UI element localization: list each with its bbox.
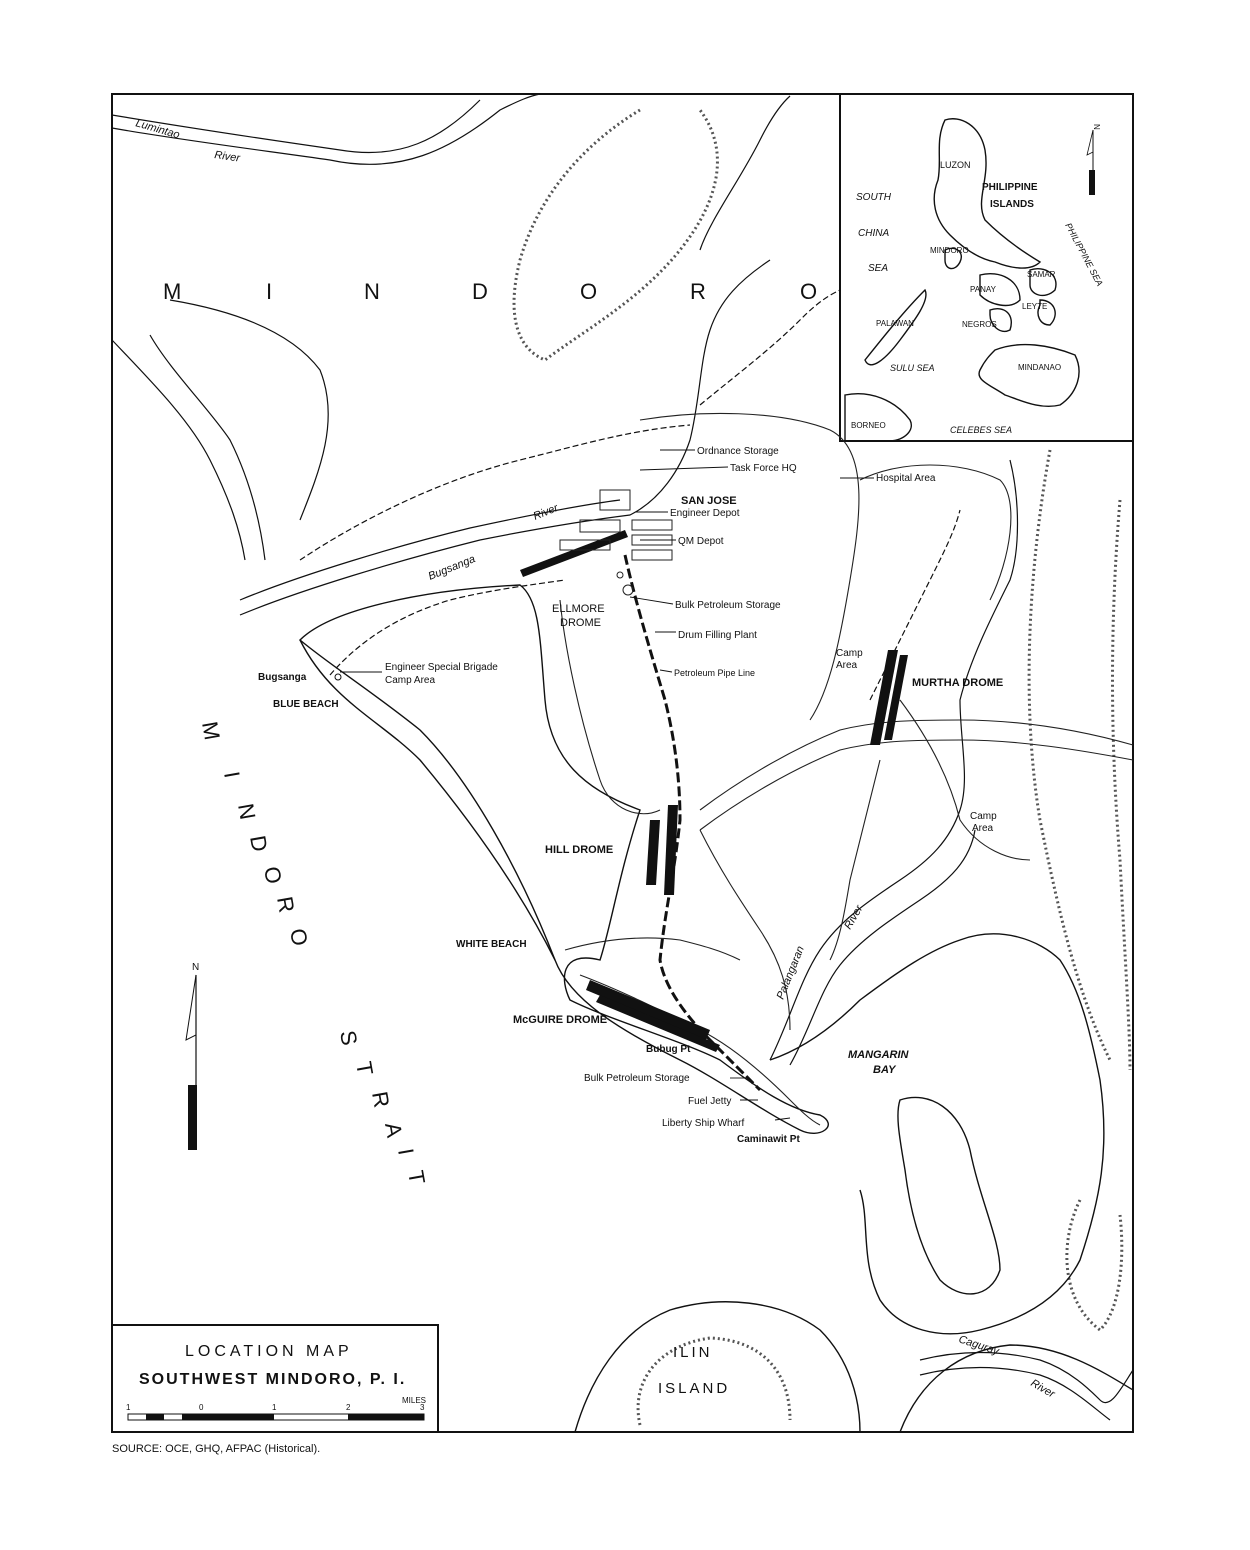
caminawit-pt-label: Caminawit Pt — [737, 1134, 800, 1145]
bulk-petroleum-label: Bulk Petroleum Storage — [675, 600, 781, 611]
bugsanga-river — [240, 260, 770, 615]
palangaran-river-2 — [790, 830, 975, 1065]
svg-text:T: T — [351, 1059, 379, 1080]
strait-label — [335, 1029, 430, 1189]
hospital-area-label: Hospital Area — [876, 473, 936, 484]
bugsanga-river-label: Bugsanga — [426, 553, 478, 583]
svg-text:O: O — [580, 279, 600, 304]
coastline-bay-island — [898, 1097, 1000, 1293]
ellmore-label-1: ELLMORE — [552, 603, 605, 615]
svg-text:PALAWAN: PALAWAN — [876, 319, 914, 328]
svg-text:N: N — [1092, 124, 1101, 130]
svg-text:M: M — [163, 279, 184, 304]
inset-map — [845, 119, 1105, 441]
road-east-link — [700, 830, 790, 1030]
camp-area-a-label-1: Camp — [836, 648, 863, 659]
bugsanga-river-label-2: River — [531, 502, 560, 523]
road-hill-east-2 — [700, 740, 1133, 830]
white-beach-label: WHITE BEACH — [456, 939, 527, 950]
svg-text:T: T — [403, 1168, 431, 1189]
svg-text:N: N — [233, 801, 261, 824]
svg-text:M: M — [197, 719, 226, 744]
lumintao-label-2: River — [213, 149, 241, 165]
palangaran-label: Palangaran — [774, 944, 807, 1002]
svg-text:CELEBES SEA: CELEBES SEA — [950, 425, 1013, 435]
svg-text:A: A — [380, 1120, 408, 1142]
svg-text:PANAY: PANAY — [970, 285, 996, 294]
ellmore-runway — [520, 530, 628, 577]
svg-text:N: N — [364, 279, 382, 304]
palangaran-river — [770, 460, 1018, 1060]
svg-text:SULU SEA: SULU SEA — [890, 363, 935, 373]
svg-text:ISLANDS: ISLANDS — [990, 199, 1034, 210]
ilin-label-2: ISLAND — [658, 1380, 731, 1397]
caguray-label-2: River — [1028, 1377, 1057, 1401]
coastline-west — [300, 640, 555, 960]
hill-east — [1029, 450, 1110, 1060]
esb-label-1: Engineer Special Brigade — [385, 662, 498, 673]
svg-text:3: 3 — [420, 1403, 425, 1412]
pipe-line-label: Petroleum Pipe Line — [674, 668, 756, 678]
svg-text:NEGROS: NEGROS — [962, 320, 997, 329]
bugsanga-marker — [335, 674, 341, 680]
west-river-2 — [150, 335, 265, 560]
svg-text:O: O — [285, 926, 314, 950]
caguray-river — [920, 1353, 1133, 1403]
san-jose-grid — [560, 490, 672, 595]
svg-text:O: O — [259, 864, 288, 888]
svg-text:LEYTE: LEYTE — [1022, 302, 1048, 311]
ilin-label-1: ILIN — [673, 1344, 713, 1361]
svg-text:BORNEO: BORNEO — [851, 421, 886, 430]
hill-runway — [646, 805, 678, 895]
road-murtha-south — [830, 760, 880, 960]
esb-label-2: Camp Area — [385, 675, 436, 686]
svg-text:I: I — [219, 769, 246, 782]
bugsanga-town-label: Bugsanga — [258, 672, 307, 683]
svg-text:PHILIPPINE: PHILIPPINE — [982, 182, 1038, 193]
camp-area-a-label-2: Area — [836, 660, 858, 671]
svg-text:R: R — [690, 279, 708, 304]
mcguire-drome-label: McGUIRE DROME — [513, 1014, 608, 1026]
mangarin-label-1: MANGARIN — [848, 1049, 909, 1061]
drum-filling-label: Drum Filling Plant — [678, 630, 757, 641]
hill-southeast — [1067, 1200, 1122, 1330]
mindoro-land-label — [163, 279, 819, 304]
svg-text:2: 2 — [346, 1403, 351, 1412]
svg-text:MINDANAO: MINDANAO — [1018, 363, 1062, 372]
bubug-pt-label: Bubug Pt — [646, 1044, 691, 1055]
hill-drome-label: HILL DROME — [545, 844, 614, 856]
ellmore-label-2: DROME — [560, 617, 601, 629]
north-arrow — [186, 962, 199, 1150]
title-box — [112, 1325, 438, 1432]
hill-north — [514, 110, 717, 360]
mangarin-label-2: BAY — [873, 1064, 896, 1076]
hill-east-outer — [1113, 500, 1131, 1070]
svg-text:1: 1 — [126, 1403, 131, 1412]
svg-text:O: O — [800, 279, 820, 304]
svg-text:MINDORO: MINDORO — [930, 246, 969, 255]
svg-text:SEA: SEA — [868, 263, 889, 274]
ordnance-storage-label: Ordnance Storage — [697, 446, 779, 457]
coastline-southeast — [900, 1345, 1133, 1432]
svg-text:CHINA: CHINA — [858, 228, 890, 239]
coastline-ilin — [575, 1302, 860, 1432]
svg-text:MILES: MILES — [402, 1396, 427, 1405]
svg-text:D: D — [472, 279, 490, 304]
mindoro-strait-label — [197, 720, 313, 950]
svg-text:PHILIPPINE SEA: PHILIPPINE SEA — [1063, 221, 1105, 288]
road-hill-east — [700, 720, 1133, 810]
inset-mindanao — [979, 345, 1079, 407]
engineer-depot-label: Engineer Depot — [670, 508, 740, 519]
inset-borneo — [845, 394, 911, 441]
qm-depot-label: QM Depot — [678, 536, 724, 547]
san-jose-label: SAN JOSE — [681, 495, 737, 507]
murtha-drome-label: MURTHA DROME — [912, 677, 1004, 689]
railway-west — [330, 580, 565, 675]
coastline-mangarin — [770, 934, 1104, 1334]
palangaran-label-2: River — [842, 903, 866, 932]
caguray-river-2 — [920, 1368, 1110, 1421]
svg-text:N: N — [192, 962, 200, 973]
road-white-beach — [565, 938, 740, 960]
task-force-hq-label: Task Force HQ — [730, 463, 797, 474]
lumintao-label: Lumintao — [134, 117, 181, 142]
road-hospital — [860, 465, 1011, 600]
west-river — [112, 340, 245, 560]
bulk-petroleum-2-label: Bulk Petroleum Storage — [584, 1073, 690, 1084]
svg-text:1: 1 — [272, 1403, 277, 1412]
svg-text:S: S — [335, 1028, 363, 1050]
liberty-wharf-label: Liberty Ship Wharf — [662, 1118, 745, 1129]
svg-text:D: D — [245, 833, 273, 856]
map-title-line2: SOUTHWEST MINDORO, P. I. — [139, 1371, 407, 1388]
blue-beach-label: BLUE BEACH — [273, 699, 339, 710]
svg-text:SOUTH: SOUTH — [856, 192, 891, 203]
svg-text:LUZON: LUZON — [940, 160, 971, 170]
svg-text:I: I — [393, 1146, 420, 1159]
camp-area-b-label-1: Camp — [970, 811, 997, 822]
map-title-line1: LOCATION MAP — [185, 1343, 353, 1360]
source-note: SOURCE: OCE, GHQ, AFPAC (Historical). — [112, 1443, 321, 1455]
murtha-runway — [870, 650, 908, 745]
northeast-stream — [700, 96, 790, 250]
caguray-label: Caguray — [957, 1333, 1001, 1358]
camp-area-b-label-2: Area — [972, 823, 994, 834]
inset-north-arrow — [1087, 124, 1101, 195]
fuel-jetty-label: Fuel Jetty — [688, 1096, 732, 1107]
svg-text:0: 0 — [199, 1403, 204, 1412]
svg-text:SAMAR: SAMAR — [1027, 270, 1056, 279]
railway-murtha — [870, 510, 960, 700]
svg-text:R: R — [272, 894, 300, 917]
svg-text:R: R — [367, 1089, 395, 1112]
svg-text:I: I — [266, 279, 275, 304]
